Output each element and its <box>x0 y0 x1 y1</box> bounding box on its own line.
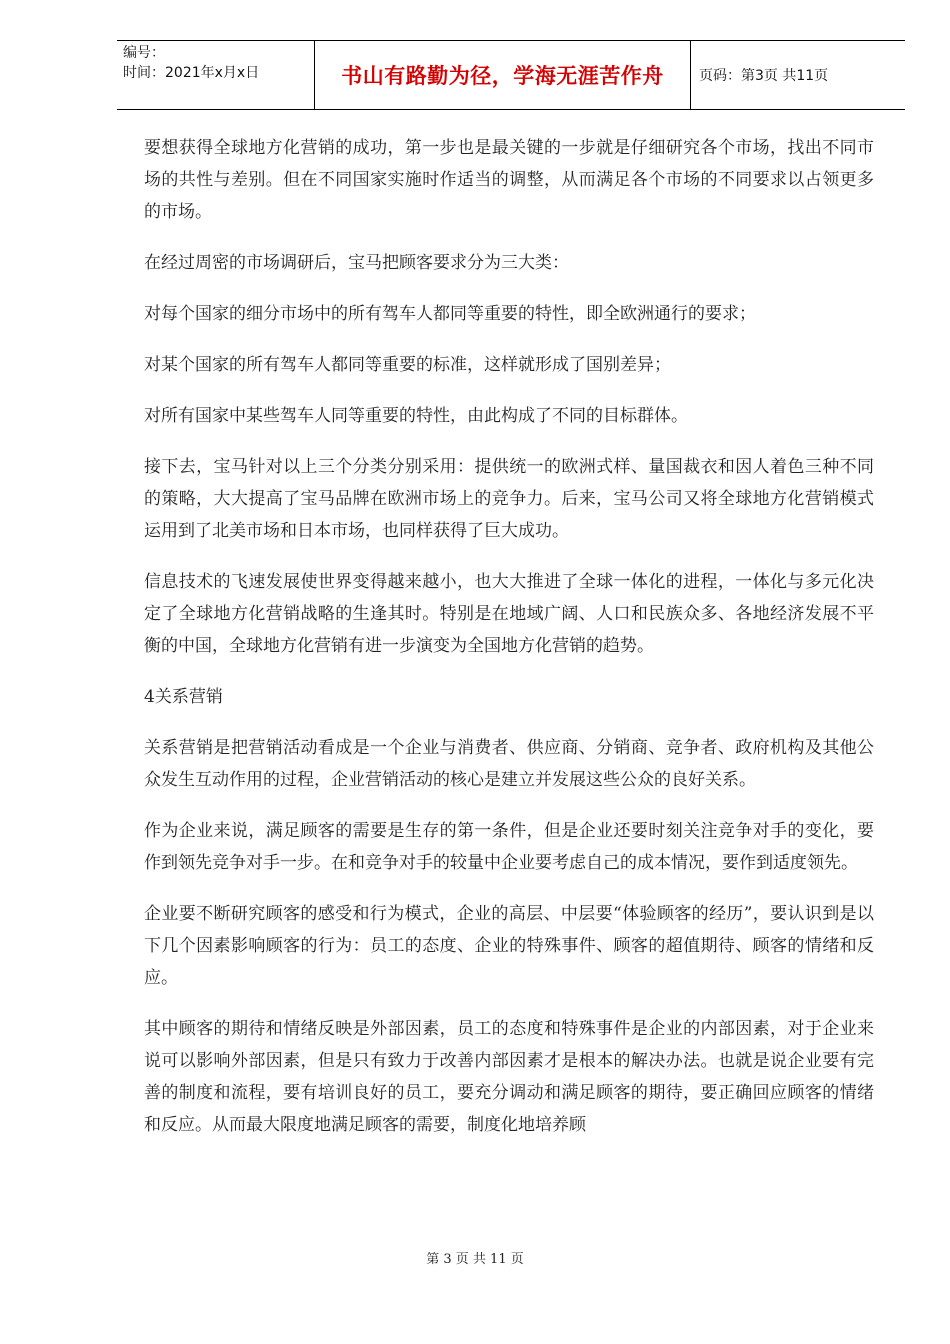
page-header <box>117 40 905 110</box>
header-motto: 书山有路勤为径，学海无涯苦作舟 <box>315 41 691 109</box>
paragraph: 作为企业来说，满足顾客的需要是生存的第一条件，但是企业还要时刻关注竞争对手的变化，要作到领先竞争对手一步。在和竞争对手的较量中企业要考虑自己的成本情况，要作到适度领先。 <box>144 821 874 873</box>
paragraph: 企业要不断研究顾客的感受和行为模式，企业的高层、中层要“体验顾客的经历”，要认识到是以下几个因素影响顾客的行为：员工的态度、企业的特殊事件、顾客的超值期待、顾客的情绪和反应。 <box>144 904 874 988</box>
paragraph: 对每个国家的细分市场中的所有驾车人都同等重要的特性，即全欧洲通行的要求； <box>144 304 756 324</box>
page-footer <box>0 1248 950 1267</box>
paragraph: 对某个国家的所有驾车人都同等重要的标准，这样就形成了国别差异； <box>144 355 671 375</box>
paragraph: 要想获得全球地方化营销的成功，第一步也是最关键的一步就是仔细研究各个市场，找出不同市场的共性与差别。但在不同国家实施时作适当的调整，从而满足各个市场的不同要求以占领更多的市场。 <box>144 138 874 222</box>
paragraph: 在经过周密的市场调研后，宝马把顾客要求分为三大类： <box>144 253 569 273</box>
paragraph: 其中顾客的期待和情绪反映是外部因素，员工的态度和特殊事件是企业的内部因素，对于企业来说可以影响外部因素，但是只有致力于改善内部因素才是根本的解决办法。也就是说企业要有完善的制度和流程，要有培训良好的员工，要充分调动和满足顾客的期待，要正确回应顾客的情绪和反应。从而最大限度地满足顾客的需要，制度化地培养顾 <box>144 1019 874 1135</box>
paragraph: 信息技术的飞速发展使世界变得越来越小，也大大推进了全球一体化的进程，一体化与多元化决定了全球地方化营销战略的生逢其时。特别是在地域广阔、人口和民族众多、各地经济发展不平衡的中国，全球地方化营销有进一步演变为全国地方化营销的趋势。 <box>144 572 874 656</box>
paragraph: 接下去，宝马针对以上三个分类分别采用：提供统一的欧洲式样、量国裁衣和因人着色三种不同的策略，大大提高了宝马品牌在欧洲市场上的竞争力。后来，宝马公司又将全球地方化营销模式运用到了北美市场和日本市场，也同样获得了巨大成功。 <box>144 457 874 541</box>
header-page-info: 页码：第3页 共11页 <box>699 68 829 84</box>
paragraph: 对所有国家中某些驾车人同等重要的特性，由此构成了不同的目标群体。 <box>144 406 688 426</box>
document-body <box>144 132 874 1160</box>
paragraph: 关系营销是把营销活动看成是一个企业与消费者、供应商、分销商、竞争者、政府机构及其他公众发生互动作用的过程，企业营销活动的核心是建立并发展这些公众的良好关系。 <box>144 738 874 790</box>
serial-label: 编号： <box>123 45 165 61</box>
time-label: 时间：2021年x月x日 <box>123 65 260 81</box>
header-meta <box>117 41 315 109</box>
footer-page-number: 第 3 页 共 11 页 <box>426 1252 524 1267</box>
section-heading: 4关系营销 <box>144 687 223 707</box>
